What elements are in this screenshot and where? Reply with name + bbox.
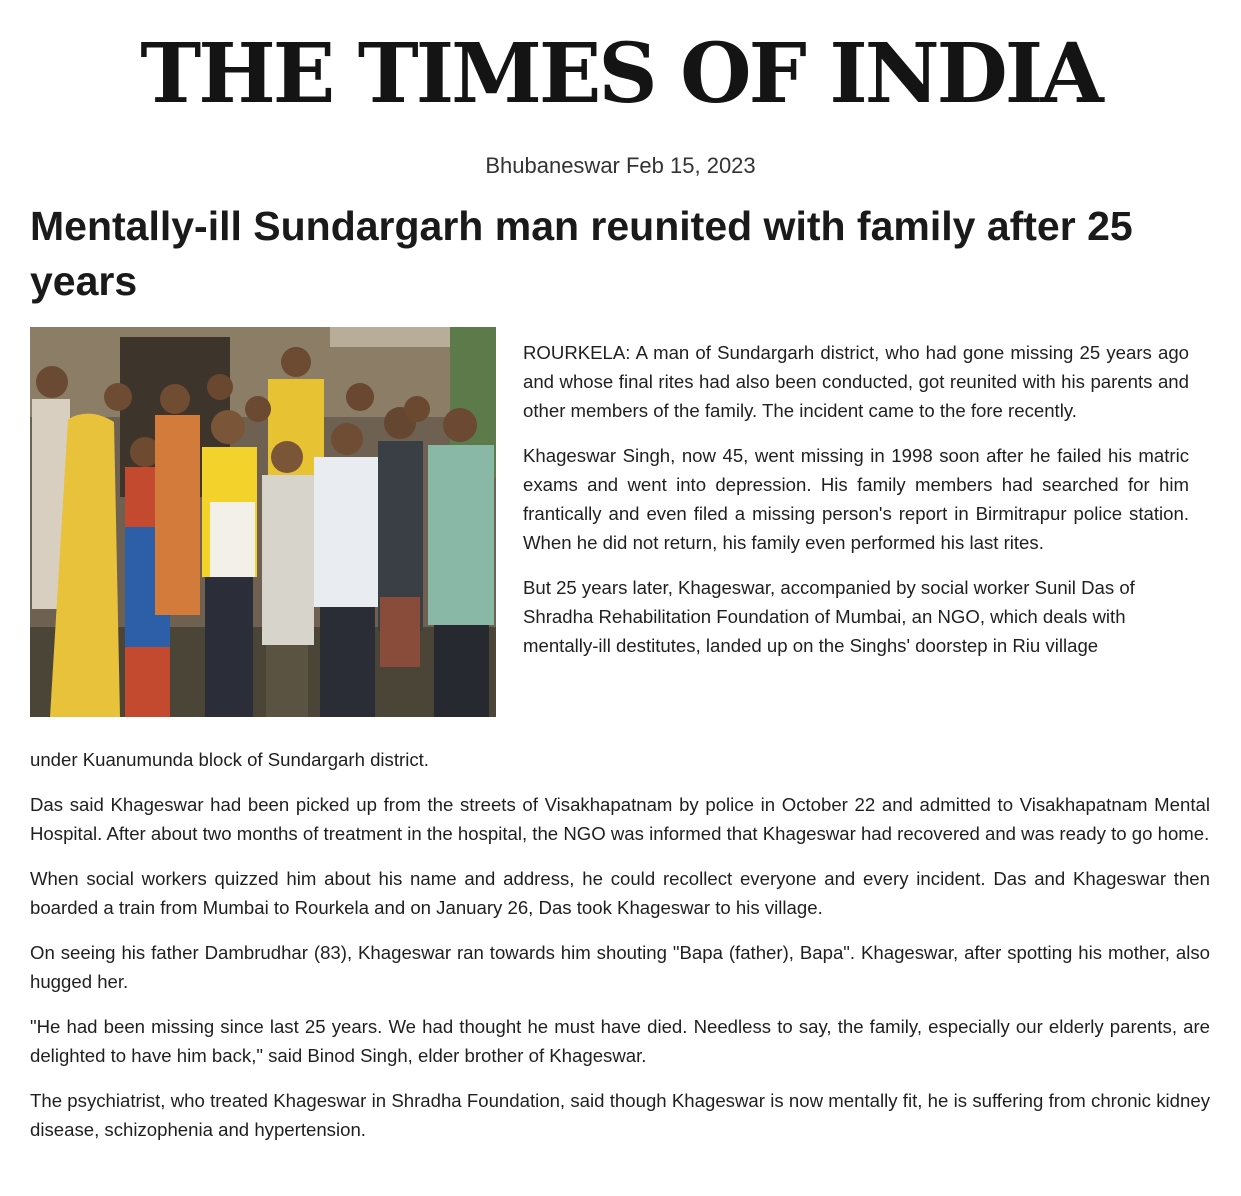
newspaper-masthead: THE TIMES OF INDIA — [140, 26, 1101, 122]
article-paragraph: under Kuanumunda block of Sundargarh district. — [30, 749, 429, 770]
article-photo — [30, 327, 496, 717]
article-dateline: Bhubaneswar Feb 15, 2023 — [485, 153, 756, 178]
family-group-photo-icon — [30, 327, 496, 717]
article-paragraph: ROURKELA: A man of Sundargarh district, who had gone missing 25 years ago and whose final rites had also been conducted, got reunited with his parents and other members of the family. The incident came to the fore recently. — [523, 342, 1189, 421]
article-paragraph: Das said Khageswar had been picked up from the streets of Visakhapatnam by police in October 22 and admitted to Visakhapatnam Mental Hospital. After about two months of treatment in the hospital, the NGO was informed that Khageswar had recovered and was ready to go home. — [30, 794, 1210, 844]
article-paragraph: The psychiatrist, who treated Khageswar in Shradha Foundation, said though Khageswar is now mentally fit, he is suffering from chronic kidney disease, schizophenia and hypertension. — [30, 1090, 1210, 1140]
article-body-right-column — [523, 338, 1189, 676]
article-paragraph: Khageswar Singh, now 45, went missing in 1998 soon after he failed his matric exams and went into depression. His family members had searched for him frantically and even filed a missing person's report in Birmitrapur police station. When he did not return, his family even performed his last rites. — [523, 445, 1189, 553]
article-headline: Mentally-ill Sundargarh man reunited with family after 25 years — [30, 203, 1133, 304]
article-paragraph: "He had been missing since last 25 years. We had thought he must have died. Needless to say, the family, especially our elderly parents, are delighted to have him back," said Binod Singh, elder brother of Khageswar. — [30, 1016, 1210, 1066]
article-paragraph: But 25 years later, Khageswar, accompanied by social worker Sunil Das of Shradha Rehabilitation Foundation of Mumbai, an NGO, which deals with mentally-ill destitutes, landed up on the Singhs' doorstep in Riu village — [523, 577, 1135, 656]
article-paragraph: When social workers quizzed him about his name and address, he could recollect everyone and every incident. Das and Khageswar then boarded a train from Mumbai to Rourkela and on January 26, Das took Khageswar to his village. — [30, 868, 1210, 918]
article-paragraph: On seeing his father Dambrudhar (83), Khageswar ran towards him shouting "Bapa (father), Bapa". Khageswar, after spotting his mother, also hugged her. — [30, 942, 1210, 992]
article-body-full-width — [30, 745, 1210, 1160]
